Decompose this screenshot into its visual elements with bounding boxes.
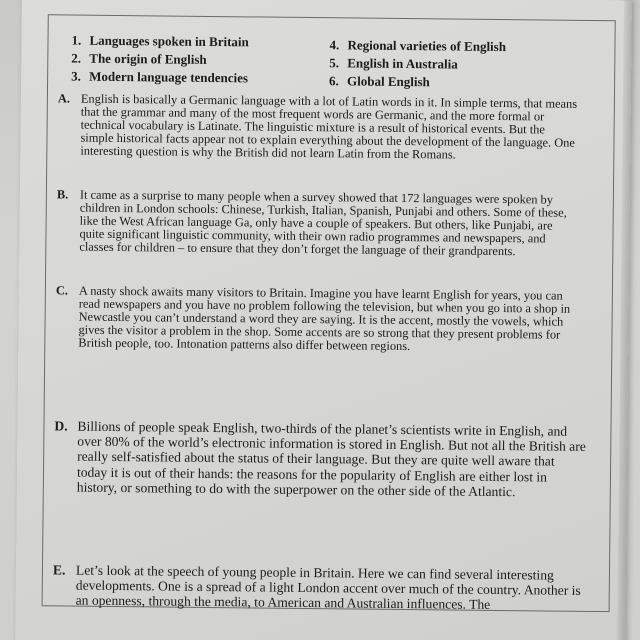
paragraph-e: E. Let’s look at the speech of young people in Britain. Here we can find several interesting developments. One is a spread of a light London accent over much of the country. Another is an openness, through the media, to American and Australian influences. The <box>52 562 581 613</box>
heading-3: 3. Modern language tendencies <box>71 68 249 86</box>
heading-2: 2. The origin of English <box>71 50 207 67</box>
worksheet-page <box>15 0 632 640</box>
heading-1: 1. Languages spoken in Britain <box>71 32 249 50</box>
heading-4: 4. Regional varieties of English <box>329 37 507 55</box>
heading-5: 5. English in Australia <box>329 55 458 72</box>
paragraph-c: C. A nasty shock awaits many visitors to Britain. Imagine you have learnt English for years, you can read newspapers and you have no problem following the television, but when you go into a shop in Newcastle you can’t understand a word they are saying. It is the accent, mostly the vowels, which gives the visitor a problem in the shop. Some accents are so strong that they present problems for British people, too. Intonation patterns also differ between regions. <box>55 283 571 353</box>
page-edge-shadow <box>617 0 632 640</box>
paragraph-b: B. It came as a surprise to many people when a survey showed that 172 languages were spoken by children in London schools: Chinese, Turkish, Italian, Spanish, Punjabi and others. Some of these, like the West African language Ga, only have a couple of speakers. But others, like Punjabi, are quite significant linguistic community, with their own radio programmes and newspapers, and classes for children – to ensure that they don’t forget the language of their grandparents. <box>56 187 567 258</box>
paragraph-d: D. Billions of people speak English, two-thirds of the planet’s scientists write in English, and over 80% of the world’s electronic information is stored in English. But not all the British are really self-satisfied about the status of their language. But they are quite well aware that today it is out of their hands: the reasons for the popularity of English are either lost in history, or something to do with the superpower on the other side of the Atlantic. <box>54 418 586 500</box>
paragraph-a: A. English is basically a Germanic language with a lot of Latin words in it. In simple terms, that means that the grammar and many of the most frequent words are Germanic, and the more formal or technical vocabulary is Latinate. The linguistic mixture is a result of historical events. But the simple historical facts appear not to explain everything about the development of the language. One interesting question is why the British did not learn Latin from the Romans. <box>57 91 578 162</box>
heading-6: 6. Global English <box>329 73 430 90</box>
